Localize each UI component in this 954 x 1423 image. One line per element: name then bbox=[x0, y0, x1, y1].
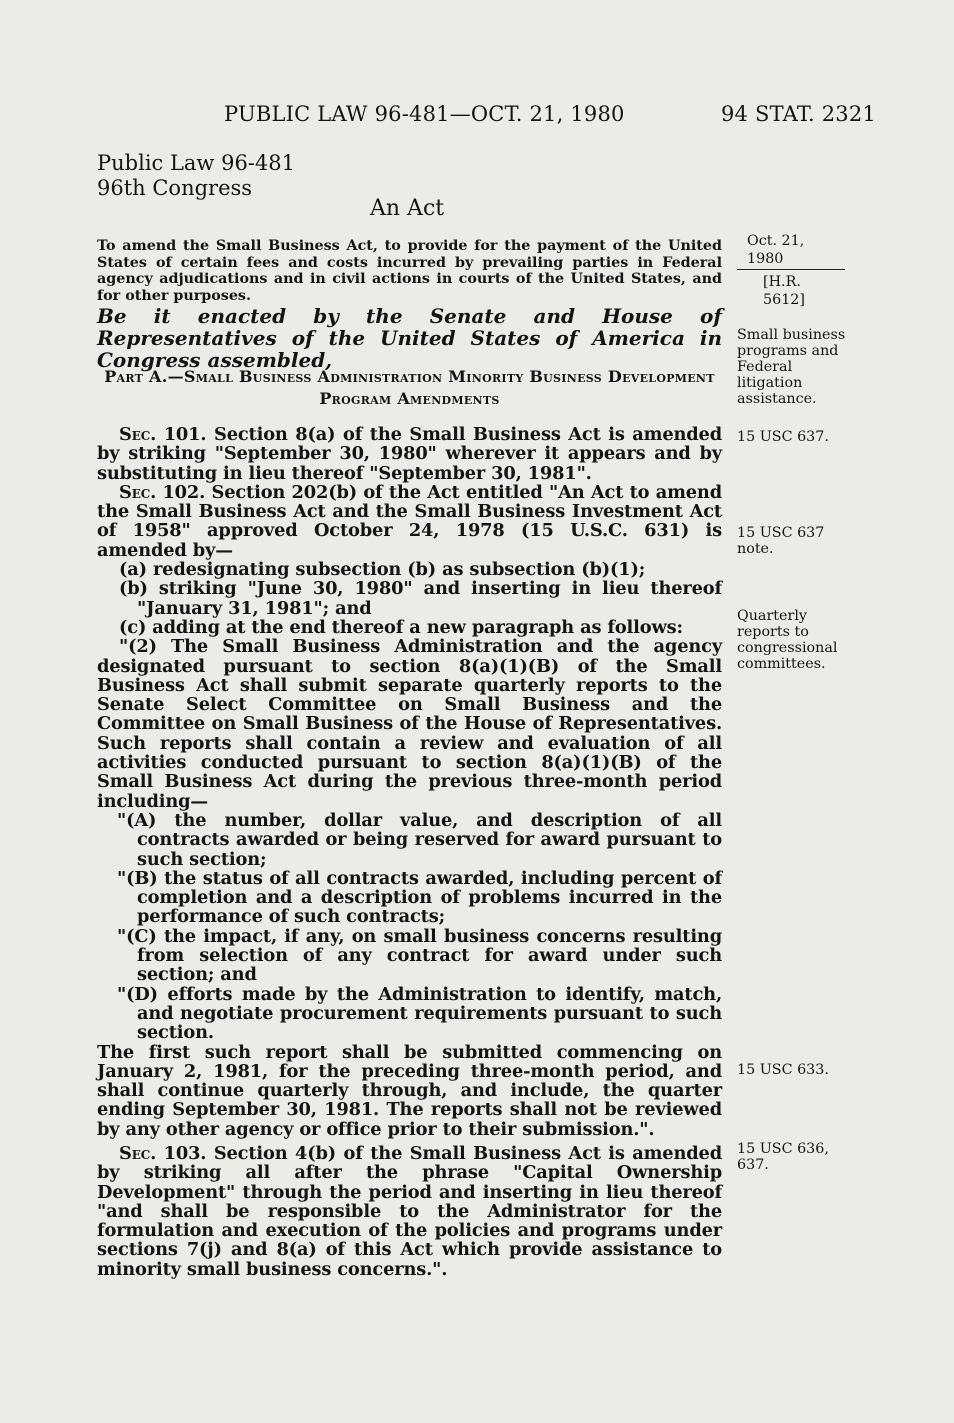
clause-b: (b) striking "June 30, 1980" and inserting in lieu thereof "January 31, 1981"; and bbox=[119, 578, 722, 619]
act-title: An Act bbox=[370, 196, 445, 221]
section-102 bbox=[97, 483, 722, 560]
section-text: Section 8(a) of the Small Business Act is amended by striking "September 30, 1980" wherever it appears and by substituting in lieu thereof "September 30, 1981". bbox=[97, 424, 722, 484]
public-law-number: Public Law 96-481 bbox=[97, 151, 295, 175]
congress-label: 96th Congress bbox=[97, 176, 253, 200]
citation-note-103a: 15 USC 633. bbox=[737, 1062, 829, 1078]
section-text: Section 202(b) of the Act entitled "An Act to amend the Small Business Act and the Small Business Investment Act of 1958" approved October 24, 1978 (15 U.S.C. 631) is amended by— bbox=[97, 481, 722, 561]
citation-note-103b: 15 USC 636, 637. bbox=[737, 1141, 829, 1173]
report-schedule: The first such report shall be submitted commencing on January 2, 1981, for the preceding three-month period, and shall continue quarterly through, and include, the quarter ending September 30, 1981. The reports shall not be reviewed by any other agency or office prior to their submission.". bbox=[97, 1041, 722, 1140]
statute-body bbox=[97, 425, 722, 1279]
section-101 bbox=[97, 425, 722, 483]
section-103 bbox=[97, 1144, 722, 1279]
citation-note-102: 15 USC 637 note. bbox=[737, 525, 825, 557]
running-head-right: 94 STAT. 2321 bbox=[721, 102, 876, 126]
citation-note-101: 15 USC 637. bbox=[737, 429, 829, 445]
enactment-date-note bbox=[737, 232, 845, 309]
section-label: Sec. 103. bbox=[119, 1142, 207, 1164]
subparagraph-B: "(B) the status of all contracts awarded, including percent of completion and a description of problems incurred in the performance of such contracts; bbox=[117, 867, 722, 928]
section-text: Section 4(b) of the Small Business Act is amended by striking all after the phrase "Capital Ownership Development" through the period and inserting in lieu thereof "and shall be responsible to the Administrator for the formulation and execution of the policies and programs under sections 7(j) and 8(a) of this Act which provide assistance to minority small business concerns.". bbox=[97, 1142, 722, 1280]
act-purpose: To amend the Small Business Act, to provide for the payment of the United States of certain fees and costs incurred by prevailing parties in Federal agency adjudications and in civil actions in courts of the United States, and for other purposes. bbox=[97, 238, 722, 304]
bill-number: [H.R. 5612] bbox=[763, 274, 805, 308]
part-heading: Part A.—Small Business Administration Minority Business Development Program Amendments bbox=[104, 367, 715, 408]
subparagraph-D: "(D) efforts made by the Administration to identify, match, and negotiate procurement requirements pursuant to such section. bbox=[117, 983, 722, 1044]
clause-a: (a) redesignating subsection (b) as subsection (b)(1); bbox=[119, 559, 646, 581]
section-label: Sec. 101. bbox=[119, 424, 207, 445]
reports-margin-note: Quarterly reports to congressional committees. bbox=[737, 608, 838, 672]
enactment-date: Oct. 21, 1980 bbox=[737, 232, 845, 270]
subparagraph-A: "(A) the number, dollar value, and description of all contracts awarded or being reserved for award pursuant to such section; bbox=[117, 809, 722, 870]
section-label: Sec. 102. bbox=[119, 481, 206, 503]
subparagraph-C: "(C) the impact, if any, on small business concerns resulting from selection of any contract for award under such section; and bbox=[117, 925, 722, 986]
enacting-clause: Be it enacted by the Senate and House of Representatives of the United States of America in Congress assembled, bbox=[97, 304, 722, 372]
quoted-paragraph-2: "(2) The Small Business Administration and the agency designated pursuant to section 8(a)(1)(B) of the Small Business Act shall submit separate quarterly reports to the Senate Select Committee on Small Business and the Committee on Small Business of the House of Representatives. Such reports shall contain a review and evaluation of all activities conducted pursuant to section 8(a)(1)(B) of the Small Business Act during the previous three-month period including— bbox=[97, 636, 722, 812]
topic-margin-note: Small business programs and Federal litigation assistance. bbox=[737, 327, 846, 407]
running-head-left: PUBLIC LAW 96-481—OCT. 21, 1980 bbox=[224, 102, 625, 126]
clause-c: (c) adding at the end thereof a new paragraph as follows: bbox=[119, 616, 683, 638]
